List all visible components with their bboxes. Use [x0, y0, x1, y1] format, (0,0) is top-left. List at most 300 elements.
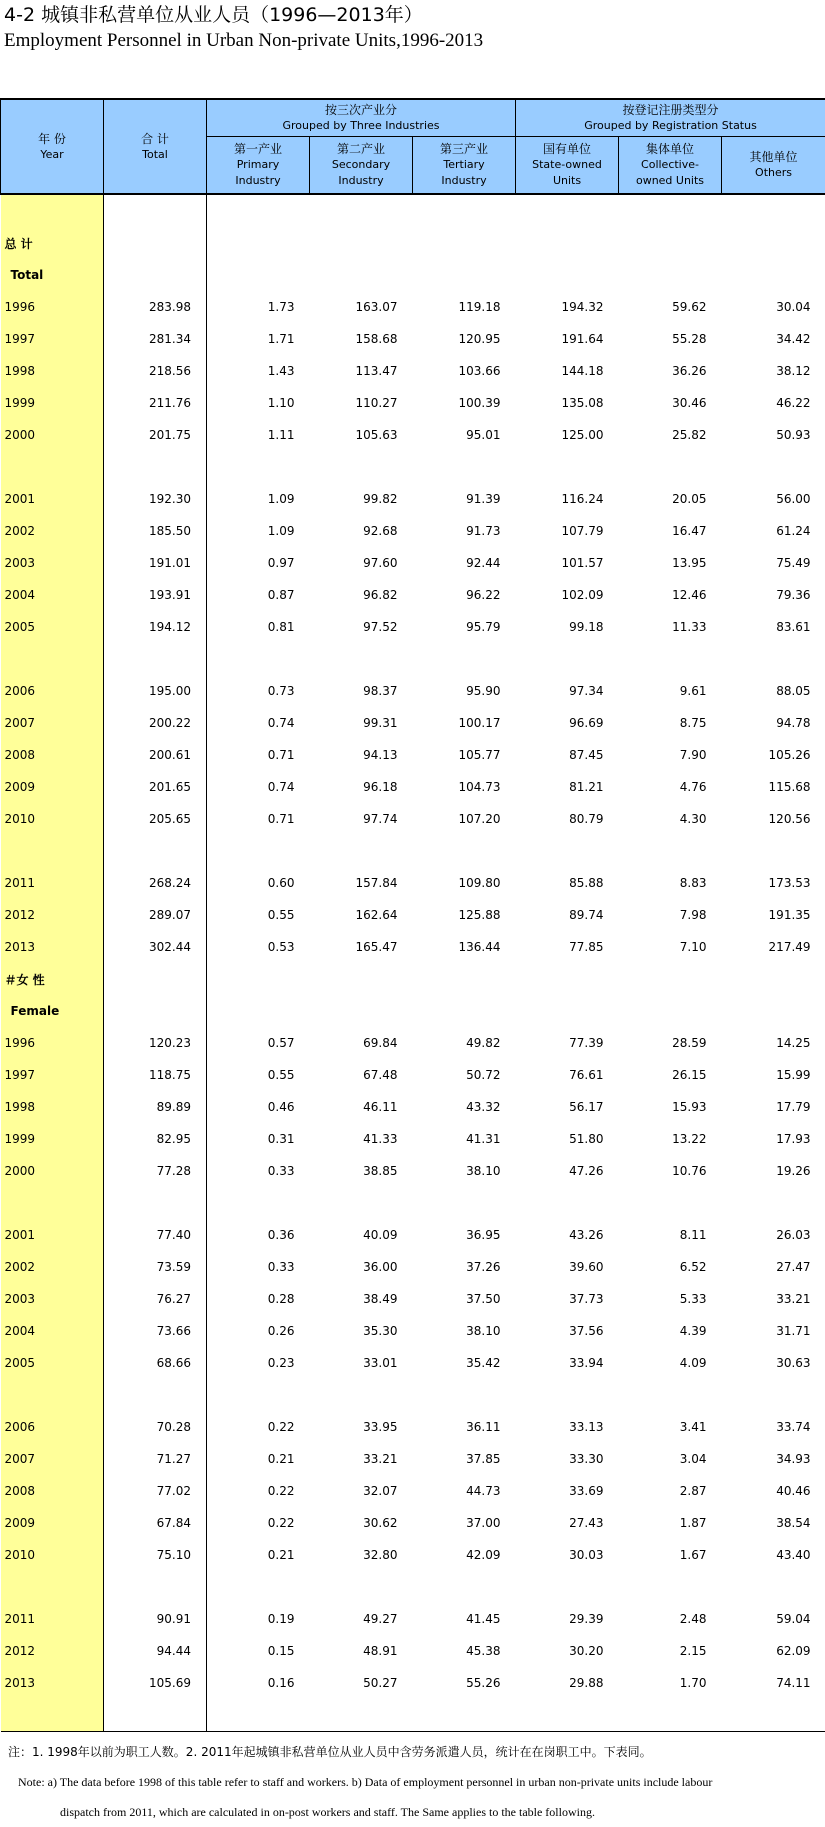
total-cell: 73.59 [104, 1251, 207, 1283]
empty-cell [310, 1379, 413, 1411]
secondary-cell: 98.37 [363, 684, 398, 698]
year-cell [1, 1379, 104, 1411]
secondary-cell: 50.27 [363, 1676, 398, 1690]
empty-cell [310, 1187, 413, 1219]
section-label-cn: 总 计 [1, 227, 104, 259]
year-cell: 1997 [1, 1059, 104, 1091]
state-owned-cell: 194.32 [561, 300, 604, 314]
year-cell: 2010 [1, 803, 104, 835]
table-row [1, 771, 825, 803]
total-cell: 71.27 [104, 1443, 207, 1475]
primary-cell: 1.09 [267, 524, 295, 538]
year-cell: 2013 [1, 931, 104, 963]
year-cell: 2003 [1, 1283, 104, 1315]
empty-cell [207, 194, 310, 227]
total-cell: 73.66 [104, 1315, 207, 1347]
state-owned-cell: 102.09 [561, 588, 604, 602]
collective-cell: 1.70 [679, 1676, 707, 1690]
others-cell: 15.99 [776, 1068, 811, 1082]
secondary-cell: 97.74 [363, 812, 398, 826]
table-row [1, 291, 825, 323]
collective-cell: 7.90 [679, 748, 707, 762]
total-cell: 200.61 [104, 739, 207, 771]
state-owned-cell: 144.18 [561, 364, 604, 378]
empty-cell [413, 1187, 516, 1219]
empty-cell [619, 963, 722, 995]
total-cell: 76.27 [104, 1283, 207, 1315]
empty-cell [310, 963, 413, 995]
state-owned-cell: 29.39 [569, 1612, 604, 1626]
total-cell: 283.98 [104, 291, 207, 323]
secondary-cell: 41.33 [363, 1132, 398, 1146]
empty-cell [413, 451, 516, 483]
state-owned-cell: 43.26 [569, 1228, 604, 1242]
empty-cell [722, 1379, 825, 1411]
collective-cell: 2.87 [679, 1484, 707, 1498]
section-label-row [1, 259, 825, 291]
primary-cell: 0.33 [267, 1260, 295, 1274]
others-cell: 217.49 [768, 940, 811, 954]
empty-cell [310, 643, 413, 675]
spacer-row [1, 835, 825, 867]
others-cell: 33.74 [776, 1420, 811, 1434]
total-cell: 67.84 [104, 1507, 207, 1539]
total-cell: 195.00 [104, 675, 207, 707]
table-body [1, 194, 825, 1732]
header-group-industry [207, 99, 516, 137]
others-cell: 173.53 [768, 876, 811, 890]
year-cell: 2006 [1, 675, 104, 707]
empty-cell [413, 643, 516, 675]
tertiary-cell: 37.85 [466, 1452, 501, 1466]
header-col-4 [619, 137, 722, 195]
year-cell: 2008 [1, 1475, 104, 1507]
empty-cell [413, 1699, 516, 1732]
header-col-2 [413, 137, 516, 195]
empty-cell [516, 259, 619, 291]
secondary-cell: 40.09 [363, 1228, 398, 1242]
empty-cell [619, 643, 722, 675]
secondary-cell: 97.52 [363, 620, 398, 634]
empty-cell [207, 835, 310, 867]
tertiary-cell: 104.73 [458, 780, 501, 794]
collective-cell: 3.04 [679, 1452, 707, 1466]
empty-cell [516, 963, 619, 995]
empty-cell [104, 194, 207, 227]
table-row [1, 1443, 825, 1475]
primary-cell: 1.09 [267, 492, 295, 506]
table-row [1, 675, 825, 707]
state-owned-cell: 51.80 [569, 1132, 604, 1146]
empty-cell [104, 1379, 207, 1411]
year-cell [1, 1699, 104, 1732]
year-cell: 2008 [1, 739, 104, 771]
employment-table [0, 98, 825, 1732]
state-owned-cell: 30.20 [569, 1644, 604, 1658]
total-cell: 193.91 [104, 579, 207, 611]
collective-cell: 4.76 [679, 780, 707, 794]
spacer-row [1, 1699, 825, 1732]
primary-cell: 1.71 [267, 332, 295, 346]
table-row [1, 867, 825, 899]
empty-cell [310, 227, 413, 259]
year-cell: 2013 [1, 1667, 104, 1699]
secondary-cell: 67.48 [363, 1068, 398, 1082]
year-cell: 1999 [1, 1123, 104, 1155]
others-cell: 17.79 [776, 1100, 811, 1114]
state-owned-cell: 30.03 [569, 1548, 604, 1562]
state-owned-cell: 80.79 [569, 812, 604, 826]
state-owned-cell: 96.69 [569, 716, 604, 730]
tertiary-cell: 103.66 [458, 364, 501, 378]
tertiary-cell: 41.45 [466, 1612, 501, 1626]
header-col-en2: owned Units [635, 174, 705, 187]
collective-cell: 2.48 [679, 1612, 707, 1626]
others-cell: 56.00 [776, 492, 811, 506]
table-row [1, 1347, 825, 1379]
header-total-en: Total [142, 147, 168, 161]
secondary-cell: 165.47 [355, 940, 398, 954]
tertiary-cell: 119.18 [458, 300, 501, 314]
collective-cell: 16.47 [672, 524, 707, 538]
primary-cell: 0.73 [267, 684, 295, 698]
tertiary-cell: 42.09 [466, 1548, 501, 1562]
primary-cell: 0.26 [267, 1324, 295, 1338]
section-label-en: Total [1, 259, 104, 291]
primary-cell: 0.16 [267, 1676, 295, 1690]
state-owned-cell: 81.21 [569, 780, 604, 794]
year-cell: 2005 [1, 611, 104, 643]
empty-cell [310, 451, 413, 483]
header-col-1 [310, 137, 413, 195]
total-cell: 218.56 [104, 355, 207, 387]
note-cn: 注：1. 1998年以前为职工人数。2. 2011年起城镇非私营单位从业人员中含劳务派遣人员，统计在在岗职工中。下表同。 [8, 1745, 652, 1759]
year-cell: 2004 [1, 1315, 104, 1347]
table-row [1, 803, 825, 835]
others-cell: 94.78 [776, 716, 811, 730]
primary-cell: 0.53 [267, 940, 295, 954]
secondary-cell: 99.31 [363, 716, 398, 730]
table-row [1, 1667, 825, 1699]
secondary-cell: 97.60 [363, 556, 398, 570]
primary-cell: 0.57 [267, 1036, 295, 1050]
collective-cell: 3.41 [679, 1420, 707, 1434]
others-cell: 26.03 [776, 1228, 811, 1242]
total-cell: 302.44 [104, 931, 207, 963]
state-owned-cell: 37.73 [569, 1292, 604, 1306]
year-cell [1, 1571, 104, 1603]
header-group-industry-en: Grouped by Three Industries [282, 119, 440, 132]
tertiary-cell: 45.38 [466, 1644, 501, 1658]
primary-cell: 0.21 [267, 1452, 295, 1466]
total-cell: 68.66 [104, 1347, 207, 1379]
primary-cell: 1.43 [267, 364, 295, 378]
year-cell: 2012 [1, 1635, 104, 1667]
table-row [1, 707, 825, 739]
primary-cell: 0.55 [267, 1068, 295, 1082]
secondary-cell: 49.27 [363, 1612, 398, 1626]
header-year-cn: 年 份 [38, 131, 66, 146]
table-row [1, 387, 825, 419]
primary-cell: 1.73 [267, 300, 295, 314]
total-cell: 194.12 [104, 611, 207, 643]
primary-cell: 0.60 [267, 876, 295, 890]
total-cell: 191.01 [104, 547, 207, 579]
tertiary-cell: 50.72 [466, 1068, 501, 1082]
empty-cell [619, 1699, 722, 1732]
table-row [1, 515, 825, 547]
primary-cell: 0.21 [267, 1548, 295, 1562]
header-year [1, 99, 104, 194]
spacer-row [1, 643, 825, 675]
empty-cell [722, 1187, 825, 1219]
state-owned-cell: 29.88 [569, 1676, 604, 1690]
page-title-cn: 4-2 城镇非私营单位从业人员（1996—2013年） [4, 4, 423, 26]
header-col-cn: 集体单位 [646, 142, 695, 156]
others-cell: 191.35 [768, 908, 811, 922]
empty-cell [722, 227, 825, 259]
section-label-row [1, 963, 825, 995]
collective-cell: 4.09 [679, 1356, 707, 1370]
tertiary-cell: 37.26 [466, 1260, 501, 1274]
primary-cell: 0.28 [267, 1292, 295, 1306]
spacer-row [1, 451, 825, 483]
empty-cell [516, 227, 619, 259]
empty-cell [516, 1379, 619, 1411]
empty-cell [722, 995, 825, 1027]
secondary-cell: 110.27 [355, 396, 398, 410]
tertiary-cell: 91.73 [466, 524, 501, 538]
tertiary-cell: 92.44 [466, 556, 501, 570]
table-row [1, 1283, 825, 1315]
year-cell: 1998 [1, 355, 104, 387]
primary-cell: 1.11 [267, 428, 295, 442]
page-title-en: Employment Personnel in Urban Non-private Units,1996-2013 [4, 30, 484, 51]
collective-cell: 1.87 [679, 1516, 707, 1530]
tertiary-cell: 91.39 [466, 492, 501, 506]
empty-cell [310, 1571, 413, 1603]
empty-cell [619, 1379, 722, 1411]
header-col-en2: Industry [338, 174, 384, 187]
tertiary-cell: 36.95 [466, 1228, 501, 1242]
primary-cell: 0.74 [267, 780, 295, 794]
year-cell: 1998 [1, 1091, 104, 1123]
header-col-3 [516, 137, 619, 195]
primary-cell: 0.31 [267, 1132, 295, 1146]
year-cell: 2009 [1, 771, 104, 803]
collective-cell: 9.61 [679, 684, 707, 698]
total-cell: 70.28 [104, 1411, 207, 1443]
secondary-cell: 99.82 [363, 492, 398, 506]
empty-cell [207, 1187, 310, 1219]
empty-cell [722, 643, 825, 675]
state-owned-cell: 191.64 [561, 332, 604, 346]
total-cell: 281.34 [104, 323, 207, 355]
collective-cell: 55.28 [672, 332, 707, 346]
table-row [1, 483, 825, 515]
empty-cell [413, 259, 516, 291]
year-cell: 2005 [1, 1347, 104, 1379]
empty-cell [619, 259, 722, 291]
section-label-row [1, 227, 825, 259]
tertiary-cell: 38.10 [466, 1324, 501, 1338]
collective-cell: 10.76 [672, 1164, 707, 1178]
table-row [1, 547, 825, 579]
empty-cell [516, 194, 619, 227]
total-cell: 205.65 [104, 803, 207, 835]
empty-cell [619, 227, 722, 259]
state-owned-cell: 87.45 [569, 748, 604, 762]
others-cell: 74.11 [776, 1676, 811, 1690]
state-owned-cell: 135.08 [561, 396, 604, 410]
collective-cell: 7.98 [679, 908, 707, 922]
year-cell [1, 194, 104, 227]
secondary-cell: 33.95 [363, 1420, 398, 1434]
spacer-row [1, 1187, 825, 1219]
header-group-registration [516, 99, 825, 137]
total-cell: 192.30 [104, 483, 207, 515]
others-cell: 31.71 [776, 1324, 811, 1338]
empty-cell [722, 1699, 825, 1732]
year-cell: 1996 [1, 291, 104, 323]
spacer-row [1, 1379, 825, 1411]
others-cell: 59.04 [776, 1612, 811, 1626]
secondary-cell: 36.00 [363, 1260, 398, 1274]
year-cell: 2002 [1, 1251, 104, 1283]
header-col-en2: Units [552, 174, 582, 187]
total-cell: 90.91 [104, 1603, 207, 1635]
section-label-cn: ＃女 性 [1, 963, 104, 995]
empty-cell [104, 1187, 207, 1219]
collective-cell: 30.46 [672, 396, 707, 410]
year-cell: 2002 [1, 515, 104, 547]
table-row [1, 1091, 825, 1123]
collective-cell: 25.82 [672, 428, 707, 442]
header-year-en: Year [40, 147, 64, 161]
table-row [1, 1123, 825, 1155]
total-cell: 77.40 [104, 1219, 207, 1251]
secondary-cell: 105.63 [355, 428, 398, 442]
table-row [1, 611, 825, 643]
secondary-cell: 157.84 [355, 876, 398, 890]
state-owned-cell: 99.18 [569, 620, 604, 634]
empty-cell [516, 835, 619, 867]
table-row [1, 899, 825, 931]
tertiary-cell: 100.39 [458, 396, 501, 410]
empty-cell [207, 1699, 310, 1732]
state-owned-cell: 76.61 [569, 1068, 604, 1082]
secondary-cell: 69.84 [363, 1036, 398, 1050]
table-row [1, 1251, 825, 1283]
tertiary-cell: 136.44 [458, 940, 501, 954]
primary-cell: 0.36 [267, 1228, 295, 1242]
collective-cell: 26.15 [672, 1068, 707, 1082]
others-cell: 34.42 [776, 332, 811, 346]
year-cell: 2011 [1, 867, 104, 899]
empty-cell [104, 227, 207, 259]
table-row [1, 1059, 825, 1091]
secondary-cell: 33.21 [363, 1452, 398, 1466]
empty-cell [207, 1571, 310, 1603]
empty-cell [413, 835, 516, 867]
empty-cell [413, 963, 516, 995]
others-cell: 27.47 [776, 1260, 811, 1274]
empty-cell [722, 835, 825, 867]
tertiary-cell: 49.82 [466, 1036, 501, 1050]
state-owned-cell: 27.43 [569, 1516, 604, 1530]
secondary-cell: 162.64 [355, 908, 398, 922]
table-row [1, 355, 825, 387]
collective-cell: 8.75 [679, 716, 707, 730]
collective-cell: 7.10 [679, 940, 707, 954]
year-cell: 1997 [1, 323, 104, 355]
collective-cell: 13.22 [672, 1132, 707, 1146]
table-notes [8, 1738, 818, 1826]
secondary-cell: 113.47 [355, 364, 398, 378]
state-owned-cell: 33.94 [569, 1356, 604, 1370]
header-col-en2: Industry [235, 174, 281, 187]
header-col-en1: Tertiary [443, 158, 485, 171]
empty-cell [619, 451, 722, 483]
note-en-line1: Note: a) The data before 1998 of this table refer to staff and workers. b) Data of employment personnel in urban non-private units include labour [18, 1775, 713, 1789]
secondary-cell: 92.68 [363, 524, 398, 538]
state-owned-cell: 37.56 [569, 1324, 604, 1338]
year-cell: 2003 [1, 547, 104, 579]
collective-cell: 13.95 [672, 556, 707, 570]
empty-cell [310, 835, 413, 867]
empty-cell [722, 259, 825, 291]
title-block [4, 2, 483, 54]
total-cell: 94.44 [104, 1635, 207, 1667]
others-cell: 75.49 [776, 556, 811, 570]
empty-cell [310, 1699, 413, 1732]
total-cell: 185.50 [104, 515, 207, 547]
secondary-cell: 32.07 [363, 1484, 398, 1498]
secondary-cell: 163.07 [355, 300, 398, 314]
state-owned-cell: 33.13 [569, 1420, 604, 1434]
others-cell: 38.12 [776, 364, 811, 378]
others-cell: 105.26 [768, 748, 811, 762]
empty-cell [207, 995, 310, 1027]
secondary-cell: 35.30 [363, 1324, 398, 1338]
empty-cell [413, 1379, 516, 1411]
state-owned-cell: 85.88 [569, 876, 604, 890]
table-row [1, 1219, 825, 1251]
empty-cell [104, 643, 207, 675]
primary-cell: 0.46 [267, 1100, 295, 1114]
total-cell: 200.22 [104, 707, 207, 739]
empty-cell [722, 1571, 825, 1603]
empty-cell [516, 1187, 619, 1219]
section-label-row [1, 995, 825, 1027]
header-col-cn: 其他单位 [749, 150, 798, 164]
tertiary-cell: 41.31 [466, 1132, 501, 1146]
state-owned-cell: 97.34 [569, 684, 604, 698]
primary-cell: 0.55 [267, 908, 295, 922]
tertiary-cell: 95.01 [466, 428, 501, 442]
header-group-industry-cn: 按三次产业分 [325, 103, 398, 117]
empty-cell [207, 451, 310, 483]
total-cell: 289.07 [104, 899, 207, 931]
empty-cell [104, 835, 207, 867]
others-cell: 30.04 [776, 300, 811, 314]
empty-cell [104, 1571, 207, 1603]
others-cell: 79.36 [776, 588, 811, 602]
collective-cell: 11.33 [672, 620, 707, 634]
collective-cell: 36.26 [672, 364, 707, 378]
secondary-cell: 158.68 [355, 332, 398, 346]
empty-cell [516, 451, 619, 483]
